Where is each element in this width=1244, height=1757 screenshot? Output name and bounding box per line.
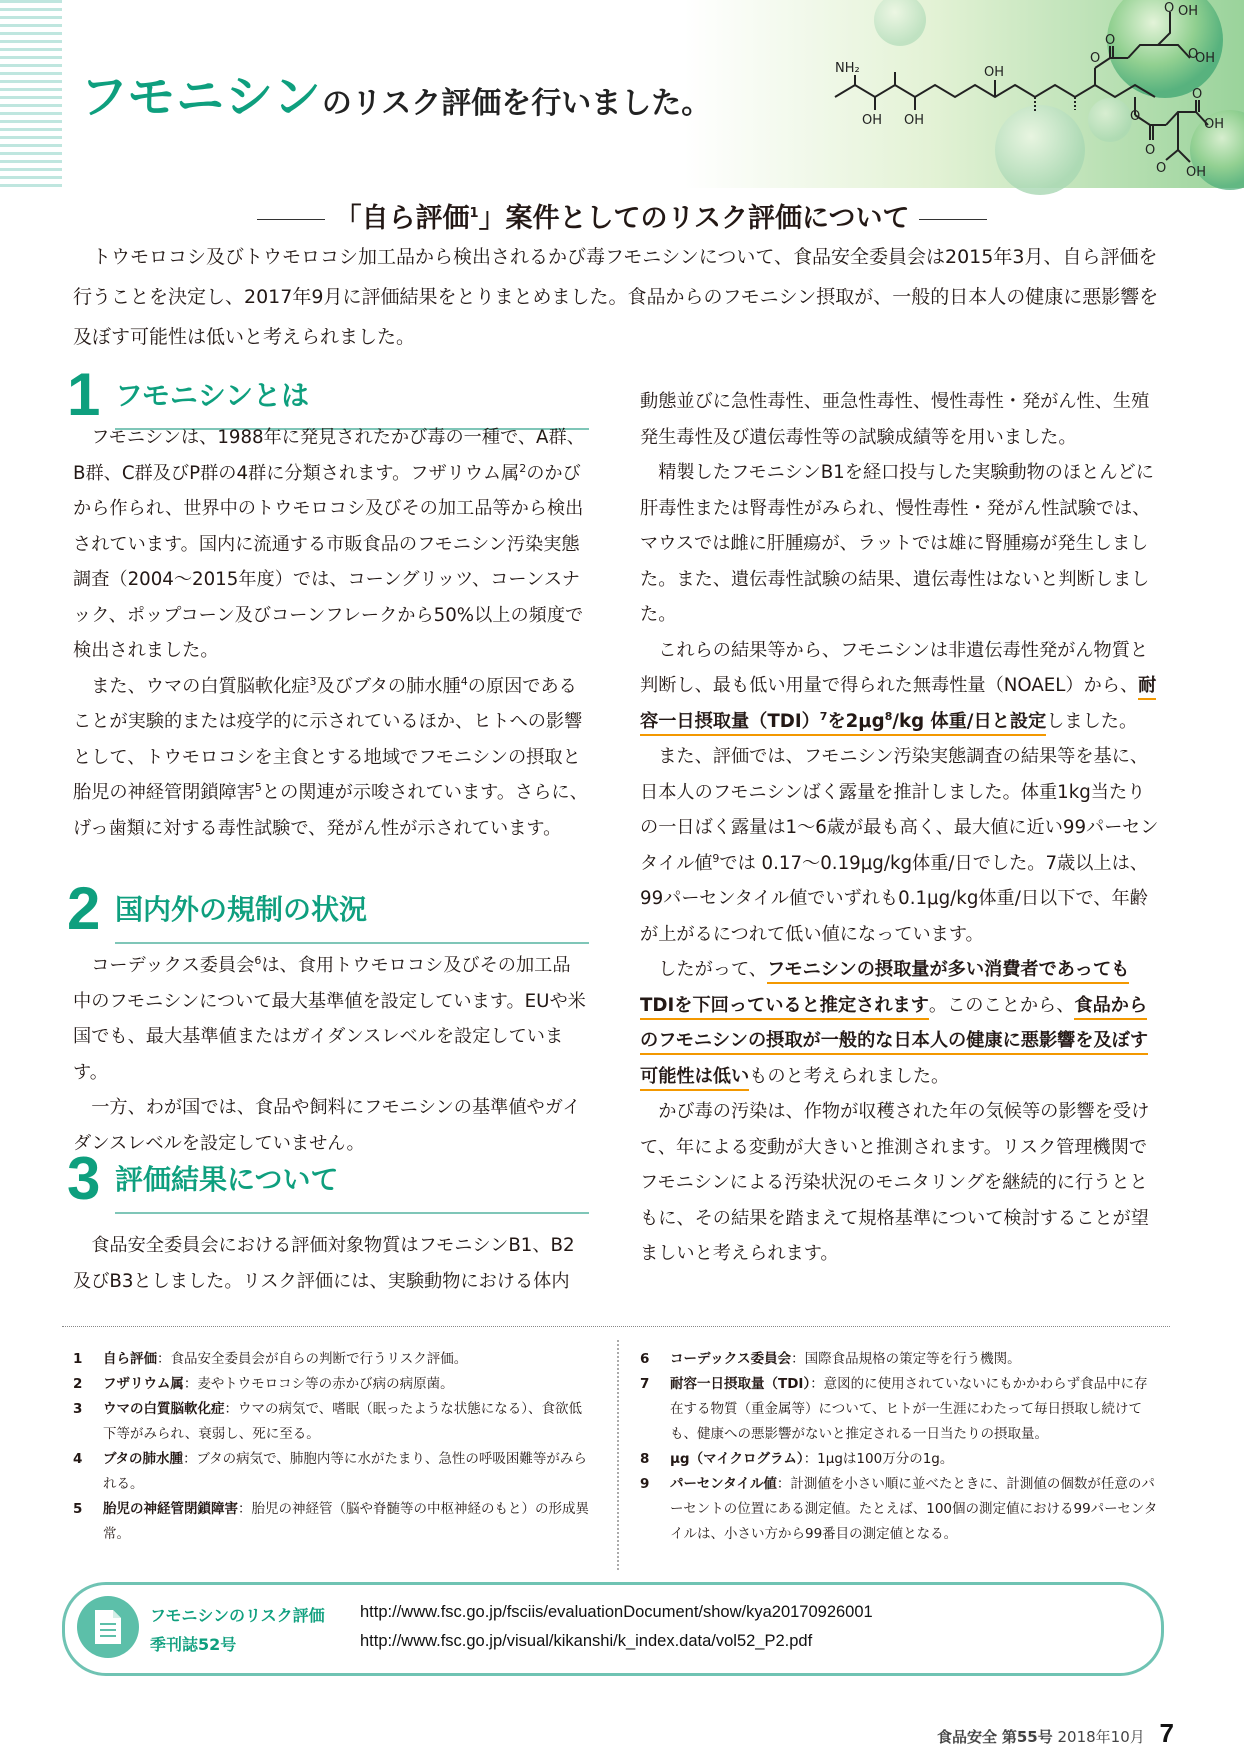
title-main: フモニシン: [80, 69, 322, 125]
paragraph: 一方、わが国では、食品や飼料にフモニシンの基準値やガイダンスレベルを設定していません。: [73, 1097, 581, 1154]
footnote: 2 フザリウム属：麦やトウモロコシ等の赤かび病の病原菌。: [73, 1376, 454, 1392]
paragraph: フモニシンは、1988年に発見されたかび毒の一種で、A群、B群、C群及びP群の4群に分類されます。フザリウム属$^2$のかびから作られ、世界中のトウモロコシ及びその加工品等から検出されています。国内に流通する市販食品のフモニシン汚染実態調査（2004〜2015年度）では、コーングリッツ、コーンスナック、ポップコーン及びコーンフレークから50%以上の頻度で検出されました。: [73, 427, 585, 661]
mol-label: O: [1090, 51, 1101, 66]
mol-label: OH: [862, 113, 883, 128]
section-number: 2: [67, 875, 101, 942]
footnotes-divider: [62, 1326, 1170, 1327]
paragraph: 動態並びに急性毒性、亜急性毒性、慢性毒性・発がん性、生殖発生毒性及び遺伝毒性等の試験成績等を用いました。: [640, 391, 1150, 448]
footnote: 7 耐容一日摂取量（TDI）：意図的に使用されていないにもかかわらず食品中に存在する物質（重金属等）について、ヒトが一生涯にわたって毎日摂取し続けても、健康への悪影響がないと推定される一日当たりの摂取量。: [640, 1376, 1148, 1442]
intro-heading: 「自ら評価$^1$」案件としてのリスク評価について: [0, 196, 1244, 235]
mol-label: O: [1188, 47, 1199, 62]
link-url[interactable]: http://www.fsc.go.jp/visual/kikanshi/k_index.data/vol52_P2.pdf: [360, 1632, 813, 1650]
footnote: 3 ウマの白質脳軟化症：ウマの病気で、嗜眠（眠ったような状態になる）、食欲低下等がみられ、衰弱し、死に至る。: [73, 1401, 582, 1442]
title-rest: のリスク評価を行いました。: [321, 86, 712, 121]
section-3-heading: [67, 1144, 589, 1214]
issue-number: 第55号: [1001, 1728, 1053, 1746]
section-underline: [115, 1212, 589, 1214]
footnote: 9 パーセンタイル値：計測値を小さい順に並べたときに、計測値の個数が任意のパーセントの位置にある測定値。たとえば、100個の測定値における99パーセンタイルは、小さい方から99番目の測定値となる。: [640, 1476, 1158, 1542]
link-label: フモニシンのリスク評価: [150, 1606, 325, 1625]
highlight-conclusion-2: 食品からのフモニシンの摂取が一般的な日本人の健康に悪影響を及ぼす可能性は低い: [640, 995, 1148, 1091]
mol-label: O: [1105, 33, 1116, 48]
section-1-body: [73, 420, 588, 846]
mol-label: OH: [904, 113, 925, 128]
link-label: 季刊誌52号: [150, 1635, 237, 1654]
fumonisin-structure-diagram: [800, 0, 1225, 185]
section-2-heading: [67, 874, 589, 944]
footnotes-left: [73, 1347, 593, 1547]
section-title: 評価結果について: [115, 1163, 339, 1196]
section-3-body-continued: [640, 384, 1160, 1272]
paragraph: これらの結果等から、フモニシンは非遺伝毒性発がん物質と判断し、最も低い用量で得られた無毒性量（NOAEL）から、耐容一日摂取量（TDI）$^7$を$2\mu g^8/kg$ 体重/日と設定しました。: [640, 633, 1160, 740]
mol-label: O: [1192, 87, 1203, 102]
footnote: 1 自ら評価：食品安全委員会が自らの判断で行うリスク評価。: [73, 1351, 468, 1367]
section-number: 3: [67, 1145, 101, 1212]
reference-links-box: [62, 1582, 1164, 1676]
section-3-body: [73, 1228, 588, 1299]
paragraph: また、ウマの白質脳軟化症$^3$及びブタの肺水腫$^4$の原因であることが実験的または疫学的に示されているほか、ヒトへの影響として、トウモロコシを主食とする地域でフモニシンの摂取と胎児の神経管閉鎖障害$^5$との関連が示唆されています。さらに、げっ歯類に対する毒性試験で、発がん性が示されています。: [73, 674, 588, 839]
highlight-conclusion-1: フモニシンの摂取量が多い消費者であってもTDIを下回っていると推定されます: [640, 959, 1129, 1020]
paragraph: 食品安全委員会における評価対象物質はフモニシンB1、B2及びB3としました。リスク評価には、実験動物における体内: [73, 1235, 575, 1292]
section-2-body: [73, 948, 588, 1161]
page-title: [80, 58, 711, 127]
highlight-tdi: 耐容一日摂取量（TDI）$^7$を$2\mu g^8/kg$ 体重/日と設定: [640, 675, 1156, 736]
header-banner: [0, 0, 1244, 188]
footnote: 4 ブタの肺水腫：ブタの病気で、肺胞内等に水がたまり、急性の呼吸困難等がみられる。: [73, 1451, 587, 1492]
footnote: 6 コーデックス委員会：国際食品規格の策定等を行う機関。: [640, 1351, 1021, 1367]
mol-label: O: [1145, 143, 1156, 158]
mol-label: O: [1164, 1, 1175, 16]
paragraph: 精製したフモニシンB1を経口投与した実験動物のほとんどに肝毒性または腎毒性がみられ、慢性毒性・発がん性試験では、マウスでは雌に肝腫瘍が、ラットでは雄に腎腫瘍が発生しました。また、遺伝毒性試験の結果、遺伝毒性はないと判断しました。: [640, 462, 1154, 625]
footnote: 8 μg（マイクログラム）：1μgは100万分の1g。: [640, 1451, 954, 1467]
mol-label: OH: [984, 65, 1005, 80]
heading-rule-left: [257, 219, 325, 220]
intro-paragraph: トウモロコシ及びトウモロコシ加工品から検出されるかび毒フモニシンについて、食品安全委員会は2015年3月、自ら評価を行うことを決定し、2017年9月に評価結果をとりまとめました。食品からのフモニシン摂取が、一般的日本人の健康に悪影響を及ぼす可能性は低いと考えられました。: [73, 246, 1159, 348]
footnotes-right: [640, 1347, 1160, 1547]
mol-label: OH: [1204, 117, 1225, 132]
mol-label: OH: [1186, 165, 1207, 180]
paragraph: したがって、フモニシンの摂取量が多い消費者であってもTDIを下回っていると推定されます。このことから、食品からのフモニシンの摂取が一般的な日本人の健康に悪影響を及ぼす可能性は低いものと考えられました。: [640, 952, 1160, 1094]
mol-label: OH: [1195, 51, 1216, 66]
mol-label: OH: [1178, 4, 1199, 19]
paragraph: コーデックス委員会$^6$は、食用トウモロコシ及びその加工品中のフモニシンについて最大基準値を設定しています。EUや米国でも、最大基準値またはガイダンスレベルを設定しています。: [73, 953, 586, 1083]
mol-label: O: [1156, 161, 1167, 176]
mol-label: NH₂: [835, 61, 860, 76]
document-icon: [77, 1596, 139, 1658]
section-title: フモニシンとは: [115, 379, 310, 412]
footnote: 5 胎児の神経管閉鎖障害：胎児の神経管（脳や脊髄等の中枢神経のもと）の形成異常。: [73, 1501, 589, 1542]
page-number: 7: [1159, 1718, 1174, 1748]
link-url[interactable]: http://www.fsc.go.jp/fsciis/evaluationDocument/show/kya20170926001: [360, 1603, 873, 1621]
header-stripes: [0, 0, 62, 188]
section-number: 1: [67, 361, 101, 428]
publication-name: 食品安全: [937, 1728, 998, 1746]
issue-date: 2018年10月: [1057, 1728, 1145, 1746]
footnotes-column-separator: [617, 1340, 619, 1570]
section-title: 国内外の規制の状況: [115, 893, 368, 926]
paragraph: また、評価では、フモニシン汚染実態調査の結果等を基に、日本人のフモニシンばく露量を推計しました。体重1kg当たりの一日ばく露量は1〜6歳が最も高く、最大値に近い99パーセンタイル値$^9$では 0.17〜0.19μg/kg体重/日でした。7歳以上は、99パーセンタイル値でいずれも0.1μg/kg体重/日以下で、年齢が上がるにつれて低い値になっています。: [640, 746, 1159, 945]
heading-rule-right: [919, 219, 987, 220]
mol-label: O: [1130, 109, 1141, 124]
paragraph: かび毒の汚染は、作物が収穫された年の気候等の影響を受けて、年による変動が大きいと推測されます。リスク管理機関でフモニシンによる汚染状況のモニタリングを継続的に行うとともに、その結果を踏まえて規格基準について検討することが望ましいと考えられます。: [640, 1101, 1150, 1264]
page-footer: [937, 1718, 1174, 1749]
section-underline: [115, 942, 589, 944]
